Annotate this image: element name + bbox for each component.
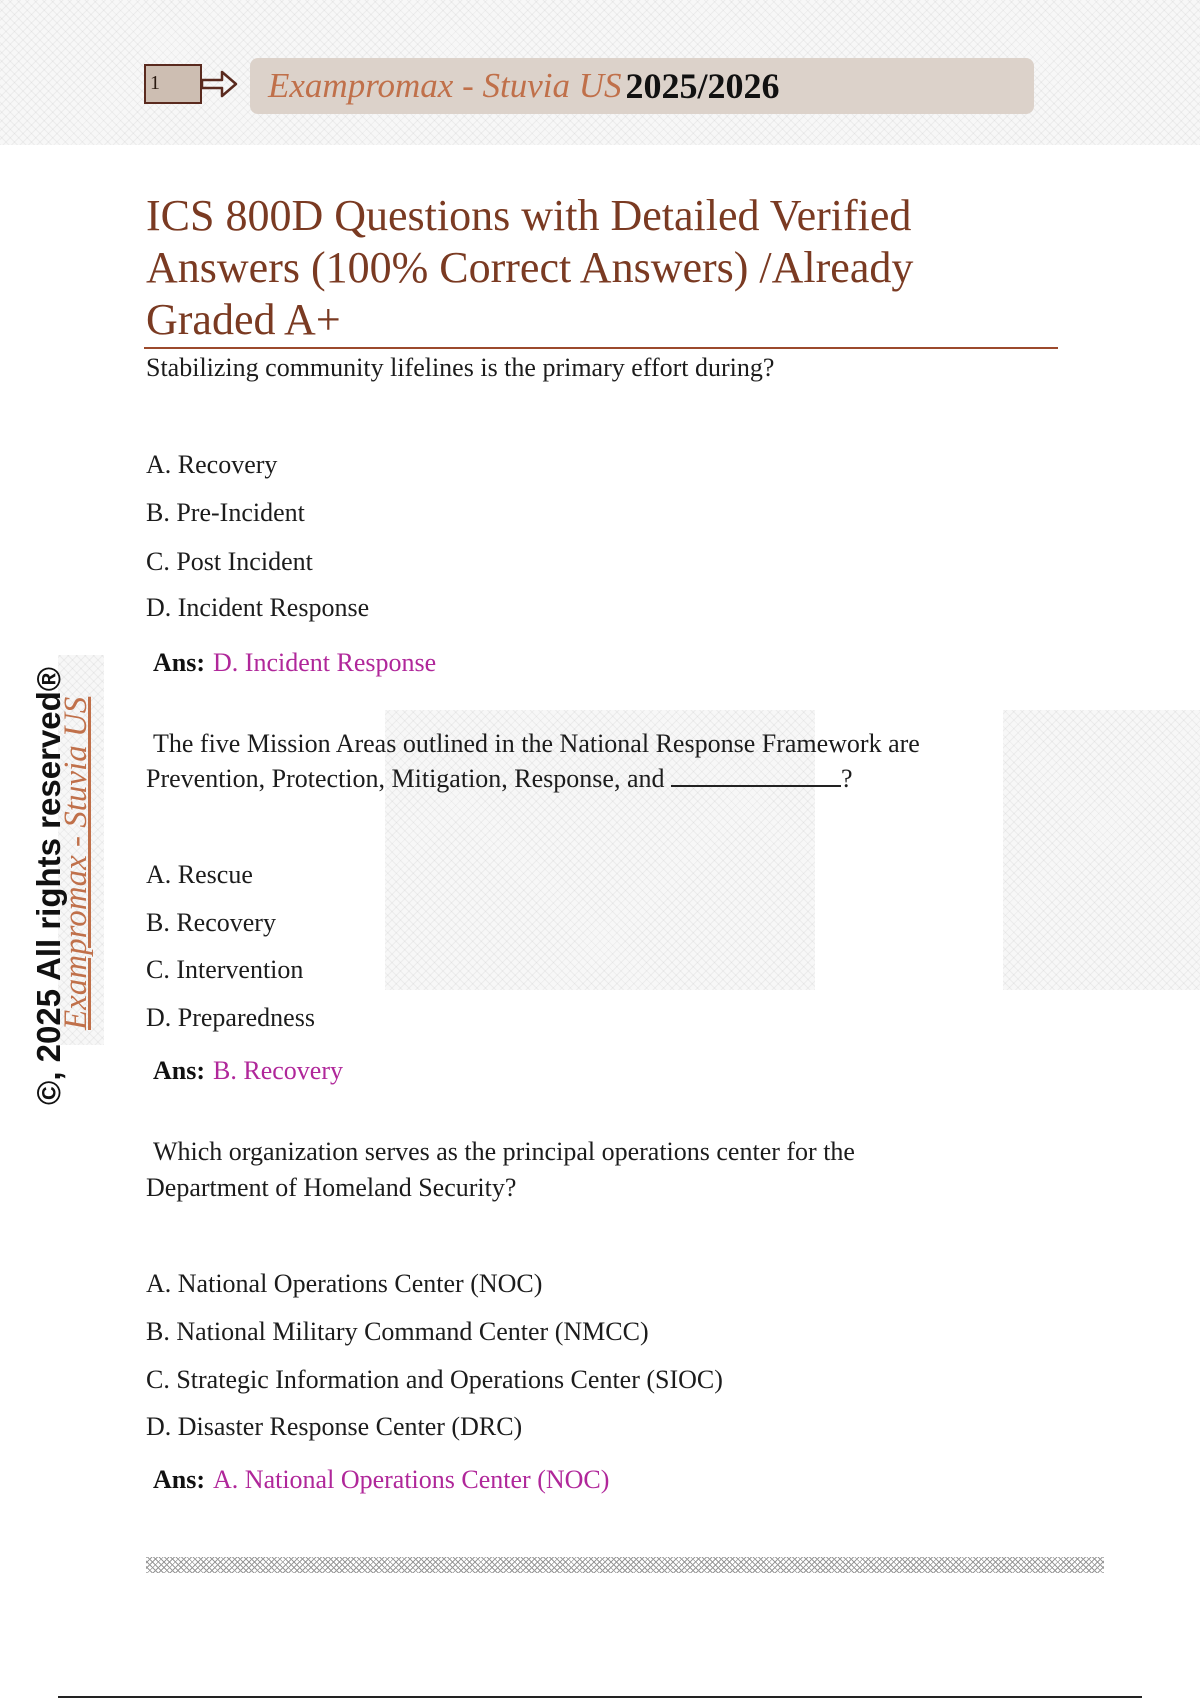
question-mark: ? [841, 764, 853, 793]
header-brand: Exampromax - Stuvia US [268, 66, 622, 105]
arrow-right-icon [200, 68, 240, 100]
answer-line [153, 1055, 343, 1087]
answer-value: A. National Operations Center (NOC) [213, 1465, 610, 1494]
answer-value: B. Recovery [213, 1056, 343, 1085]
answer-line [153, 647, 436, 679]
question-text-line2 [146, 761, 1066, 797]
answer-label: Ans: [153, 1056, 206, 1085]
footer-rule [58, 1696, 1142, 1698]
option-item: B. National Military Command Center (NMCC) [146, 1317, 649, 1346]
option-item: C. Strategic Information and Operations Center (SIOC) [146, 1365, 723, 1394]
document-title: ICS 800D Questions with Detailed Verified Answers (100% Correct Answers) /Already Graded A+ [146, 191, 914, 344]
copyright-notice: ©, 2025 All rights reserved® [30, 666, 67, 1105]
question-text: The five Mission Areas outlined in the National Response Framework are [153, 729, 920, 758]
page-number: 1 [144, 64, 202, 104]
answer-value: D. Incident Response [213, 648, 437, 677]
question-text-line2: Department of Homeland Security? [146, 1173, 517, 1202]
question-text: Stabilizing community lifelines is the primary effort during? [146, 353, 775, 382]
title-divider [144, 347, 1058, 349]
answer-label: Ans: [153, 648, 206, 677]
option-item: A. Rescue [146, 860, 253, 889]
answer-line [153, 1464, 609, 1496]
option-item: D. Preparedness [146, 1003, 315, 1032]
option-item: A. Recovery [146, 450, 278, 479]
answer-label: Ans: [153, 1465, 206, 1494]
header-banner [250, 58, 1034, 114]
side-brand-watermark: Exampromax - Stuvia US [58, 696, 94, 1030]
fill-in-blank [671, 763, 841, 787]
option-item: B. Recovery [146, 908, 276, 937]
option-item: D. Incident Response [146, 593, 370, 622]
option-item: B. Pre-Incident [146, 498, 305, 527]
option-item: D. Disaster Response Center (DRC) [146, 1412, 523, 1441]
option-item: A. National Operations Center (NOC) [146, 1269, 543, 1298]
hatched-divider [146, 1557, 1104, 1573]
option-item: C. Intervention [146, 955, 304, 984]
option-item: C. Post Incident [146, 547, 313, 576]
header-year: 2025/2026 [625, 66, 780, 106]
question-text: Which organization serves as the principal operations center for the [153, 1137, 855, 1166]
question-text-part: Prevention, Protection, Mitigation, Response, and [146, 764, 665, 793]
